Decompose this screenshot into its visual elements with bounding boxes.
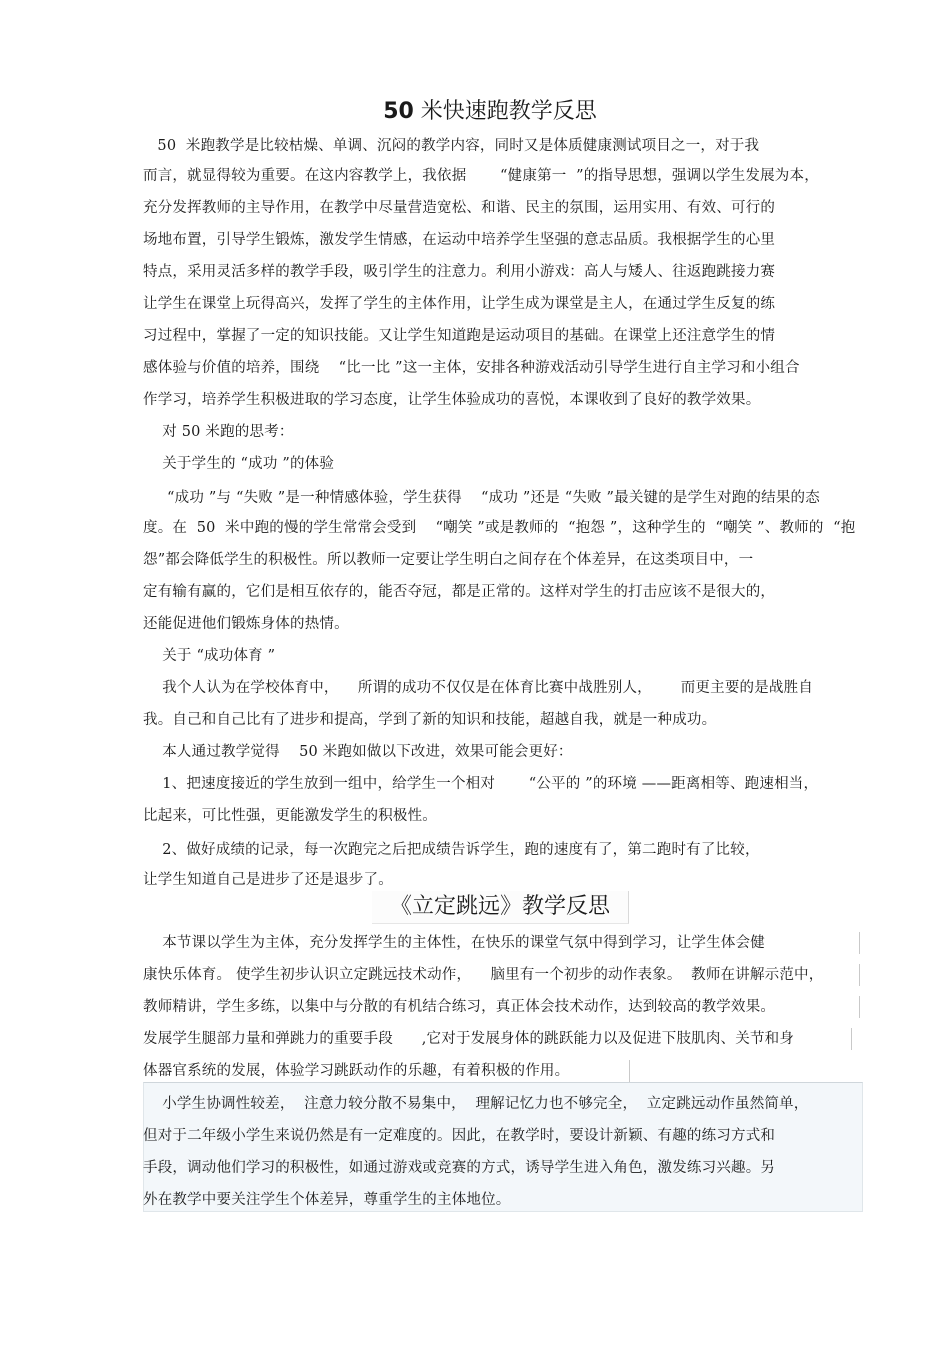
paragraph-line: 2、做好成绩的记录，每一次跑完之后把成绩告诉学生，跑的速度有了，第二跑时有了比较，	[143, 842, 760, 858]
paragraph-line: “成功 ”与 “失败 ”是一种情感体验，学生获得 “成功 ”还是 “失败 ”最关键的是学生对跑的结果的态	[143, 490, 820, 506]
paragraph-line: 怨”都会降低学生的积极性。所以教师一定要让学生明白之间存在个体差异，在这类项目中，一	[143, 552, 754, 568]
paragraph-line: 1、把速度接近的学生放到一组中，给学生一个相对 “公平的 ”的环境 ——距离相等、跑速相当，	[143, 776, 819, 792]
paragraph-line: 让学生知道自己是进步了还是退步了。	[143, 872, 393, 888]
paragraph-line: 感体验与价值的培养，围绕 “比一比 ”这一主体，安排各种游戏活动引导学生进行自主学习和小组合	[143, 360, 800, 376]
paragraph-line: 还能促进他们锻炼身体的热情。	[143, 616, 349, 632]
paragraph-line: 外在教学中要关注学生个体差异，尊重学生的主体地位。	[143, 1192, 511, 1208]
paragraph-line: 度。在 50 米中跑的慢的学生常常会受到 “嘲笑 ”或是教师的 “抱怨 ”，这种学生的 “嘲笑 ”、教师的 “抱	[143, 520, 856, 536]
paragraph-line: 而言，就显得较为重要。在这内容教学上，我依据 “健康第一 ”的指导思想，强调以学生发展为本，	[143, 168, 819, 184]
subheading-line: 对 50 米跑的思考：	[143, 424, 294, 440]
paragraph-line: 手段，调动他们学习的积极性，如通过游戏或竞赛的方式，诱导学生进入角色，激发练习兴趣。另	[143, 1160, 776, 1176]
paragraph-line: 教师精讲，学生多练，以集中与分散的有机结合练习，真正体会技术动作，达到较高的教学效果。	[143, 999, 776, 1015]
paragraph-line: 让学生在课堂上玩得高兴，发挥了学生的主体作用，让学生成为课堂是主人，在通过学生反复的练	[143, 296, 776, 312]
paragraph-line: 康快乐体育。 使学生初步认识立定跳远技术动作， 脑里有一个初步的动作表象。 教师在讲解示范中，	[143, 967, 824, 983]
paragraph-line: 但对于二年级小学生来说仍然是有一定难度的。因此，在教学时，要设计新颖、有趣的练习方式和	[143, 1128, 776, 1144]
paragraph-line: 我。自己和自己比有了进步和提高，学到了新的知识和技能，超越自我，就是一种成功。	[143, 712, 717, 728]
paragraph-line: 体器官系统的发展，体验学习跳跃动作的乐趣，有着积极的作用。	[143, 1063, 570, 1079]
paragraph-line: 场地布置，引导学生锻炼，激发学生情感，在运动中培养学生坚强的意志品质。我根据学生的心里	[143, 232, 776, 248]
doc-title-standing-jump: 《立定跳远》教学反思	[372, 891, 629, 924]
paragraph-line: 本节课以学生为主体，充分发挥学生的主体性，在快乐的课堂气氛中得到学习，让学生体会健	[143, 935, 765, 951]
paragraph-line: 发展学生腿部力量和弹跳力的重要手段 ,它对于发展身体的跳跃能力以及促进下肢肌肉、关节和身	[143, 1031, 795, 1047]
paragraph-line: 50 米跑教学是比较枯燥、单调、沉闷的教学内容，同时又是体质健康测试项目之一，对于我	[143, 138, 760, 154]
subheading-line: 关于 “成功体育 ”	[143, 648, 276, 664]
paragraph-line: 定有输有赢的，它们是相互依存的，能否夺冠，都是正常的。这样对学生的打击应该不是很大的，	[143, 584, 776, 600]
paragraph-line: 比起来，可比性强，更能激发学生的积极性。	[143, 808, 437, 824]
doc-title-50m	[0, 98, 950, 126]
paragraph-line: 小学生协调性较差， 注意力较分散不易集中， 理解记忆力也不够完全， 立定跳远动作虽然简单，	[143, 1096, 809, 1112]
paragraph-line: 作学习，培养学生积极进取的学习态度，让学生体验成功的喜悦，本课收到了良好的教学效果。	[143, 392, 761, 408]
paragraph-line: 特点，采用灵活多样的教学手段，吸引学生的注意力。利用小游戏：高人与矮人、往返跑跳接力赛	[143, 264, 776, 280]
paragraph-line: 习过程中，掌握了一定的知识技能。又让学生知道跑是运动项目的基础。在课堂上还注意学生的情	[143, 328, 776, 344]
paragraph-line: 本人通过教学觉得 50 米跑如做以下改进，效果可能会更好：	[143, 744, 573, 760]
subheading-line: 关于学生的 “成功 ”的体验	[143, 456, 335, 472]
doc-title-number: 50	[383, 99, 414, 124]
doc-title-text: 米快速跑教学反思	[413, 99, 597, 124]
paragraph-line: 我个人认为在学校体育中， 所谓的成功不仅仅是在体育比赛中战胜别人， 而更主要的是战胜自	[143, 680, 814, 696]
paragraph-line: 充分发挥教师的主导作用，在教学中尽量营造宽松、和谐、民主的氛围，运用实用、有效、可行的	[143, 200, 776, 216]
